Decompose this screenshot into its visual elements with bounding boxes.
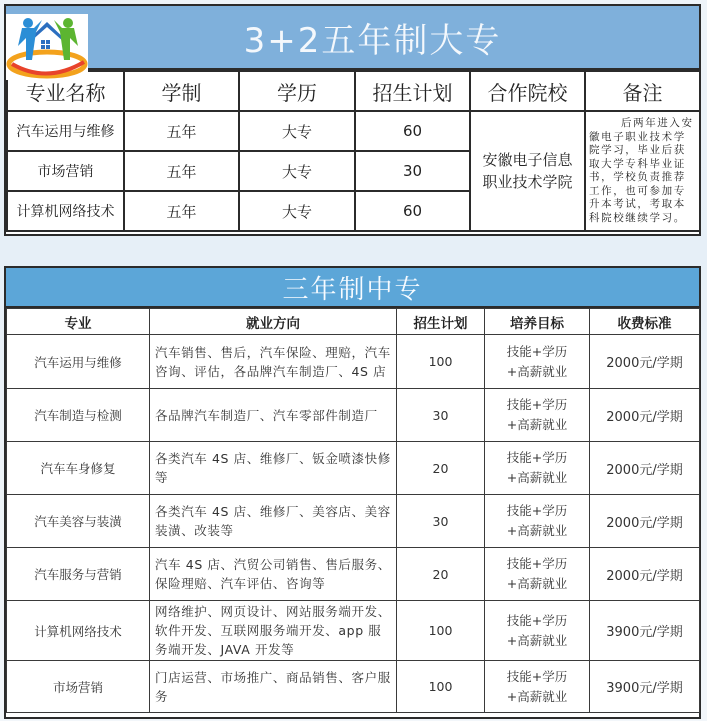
note-cell: 后两年进入安徽电子职业技术学院学习，毕业后获取大学专科毕业证书，学校负责推荐工作，也可参加专升本考试，考取本科院校继续学习。 <box>585 111 700 231</box>
major-cell: 市场营销 <box>7 661 150 713</box>
goal-text: 技能+学历+高薪就业 <box>506 668 568 704</box>
plan-cell: 20 <box>397 548 485 601</box>
header-plan: 招生计划 <box>397 309 485 335</box>
fee-cell: 2000元/学期 <box>590 442 700 495</box>
partner-text: 安徽电子信息职业技术学院 <box>482 151 573 191</box>
goal-text: 技能+学历+高薪就业 <box>506 397 568 432</box>
plan-cell: 60 <box>355 111 470 151</box>
major-cell: 汽车美容与装潢 <box>7 495 150 548</box>
plan-cell: 30 <box>397 389 485 442</box>
fee-cell: 2000元/学期 <box>590 389 700 442</box>
table-row <box>7 601 700 661</box>
goal-text: 技能+学历+高薪就业 <box>506 612 568 648</box>
school-logo <box>6 14 88 80</box>
goal-cell <box>485 495 590 548</box>
header-note: 备注 <box>585 71 700 111</box>
direction-cell: 网络维护、网页设计、网站服务端开发、软件开发、互联网服务端开发、app 服务端开发、JAVA 开发等 <box>150 601 397 661</box>
major-cell: 计算机网络技术 <box>7 601 150 661</box>
section1-title: 3+2五年制大专 <box>243 20 502 61</box>
header-partner: 合作院校 <box>470 71 585 111</box>
goal-cell <box>485 661 590 713</box>
header-direction: 就业方向 <box>150 309 397 335</box>
plan-cell: 100 <box>397 661 485 713</box>
plan-cell: 30 <box>397 495 485 548</box>
goal-text: 技能+学历+高薪就业 <box>506 343 568 379</box>
direction-cell: 汽车销售、售后，汽车保险、理赔，汽车咨询、评估，各品牌汽车制造厂、4S 店 <box>150 335 397 389</box>
fee-cell: 2000元/学期 <box>590 495 700 548</box>
table-row <box>7 495 700 548</box>
partner-cell <box>470 111 585 231</box>
table-header-row <box>7 309 700 335</box>
section1-banner <box>6 6 699 70</box>
house-family-logo-icon <box>6 14 88 80</box>
header-goal: 培养目标 <box>485 309 590 335</box>
five-year-program-table-section <box>4 4 701 236</box>
major-cell: 汽车服务与营销 <box>7 548 150 601</box>
goal-cell <box>485 548 590 601</box>
section2-banner <box>6 268 699 308</box>
degree-cell: 大专 <box>239 191 355 231</box>
fee-cell: 3900元/学期 <box>590 601 700 661</box>
header-degree: 学历 <box>239 71 355 111</box>
goal-text: 技能+学历+高薪就业 <box>506 503 568 538</box>
table-row <box>7 442 700 495</box>
major-cell: 计算机网络技术 <box>7 191 124 231</box>
header-plan: 招生计划 <box>355 71 470 111</box>
header-duration: 学制 <box>124 71 239 111</box>
fee-cell: 3900元/学期 <box>590 661 700 713</box>
direction-cell: 各类汽车 4S 店、维修厂、美容店、美容装潢、改装等 <box>150 495 397 548</box>
header-major: 专业 <box>7 309 150 335</box>
plan-cell: 100 <box>397 601 485 661</box>
table-row <box>7 335 700 389</box>
duration-cell: 五年 <box>124 111 239 151</box>
direction-cell: 门店运营、市场推广、商品销售、客户服务 <box>150 661 397 713</box>
major-cell: 汽车运用与维修 <box>7 111 124 151</box>
goal-cell <box>485 601 590 661</box>
header-fee: 收费标准 <box>590 309 700 335</box>
duration-cell: 五年 <box>124 191 239 231</box>
degree-cell: 大专 <box>239 111 355 151</box>
five-year-program-table <box>6 70 701 232</box>
table-row <box>7 661 700 713</box>
direction-cell: 各类汽车 4S 店、维修厂、钣金喷漆快修等 <box>150 442 397 495</box>
header-major: 专业名称 <box>7 71 124 111</box>
table-row <box>7 548 700 601</box>
section2-title: 三年制中专 <box>282 274 423 305</box>
degree-cell: 大专 <box>239 151 355 191</box>
fee-cell: 2000元/学期 <box>590 335 700 389</box>
major-cell: 汽车运用与维修 <box>7 335 150 389</box>
fee-cell: 2000元/学期 <box>590 548 700 601</box>
major-cell: 汽车制造与检测 <box>7 389 150 442</box>
plan-cell: 20 <box>397 442 485 495</box>
direction-cell: 各品牌汽车制造厂、汽车零部件制造厂 <box>150 389 397 442</box>
goal-cell <box>485 335 590 389</box>
three-year-program-table <box>6 308 700 713</box>
plan-cell: 30 <box>355 151 470 191</box>
table-row <box>7 389 700 442</box>
duration-cell: 五年 <box>124 151 239 191</box>
plan-cell: 60 <box>355 191 470 231</box>
table-row <box>7 111 700 151</box>
goal-cell <box>485 442 590 495</box>
goal-text: 技能+学历+高薪就业 <box>506 450 568 485</box>
plan-cell: 100 <box>397 335 485 389</box>
major-cell: 汽车车身修复 <box>7 442 150 495</box>
major-cell: 市场营销 <box>7 151 124 191</box>
goal-cell <box>485 389 590 442</box>
three-year-program-table-section <box>4 266 701 719</box>
direction-cell: 汽车 4S 店、汽贸公司销售、售后服务、保险理赔、汽车评估、咨询等 <box>150 548 397 601</box>
goal-text: 技能+学历+高薪就业 <box>506 556 568 591</box>
table-header-row <box>7 71 700 111</box>
